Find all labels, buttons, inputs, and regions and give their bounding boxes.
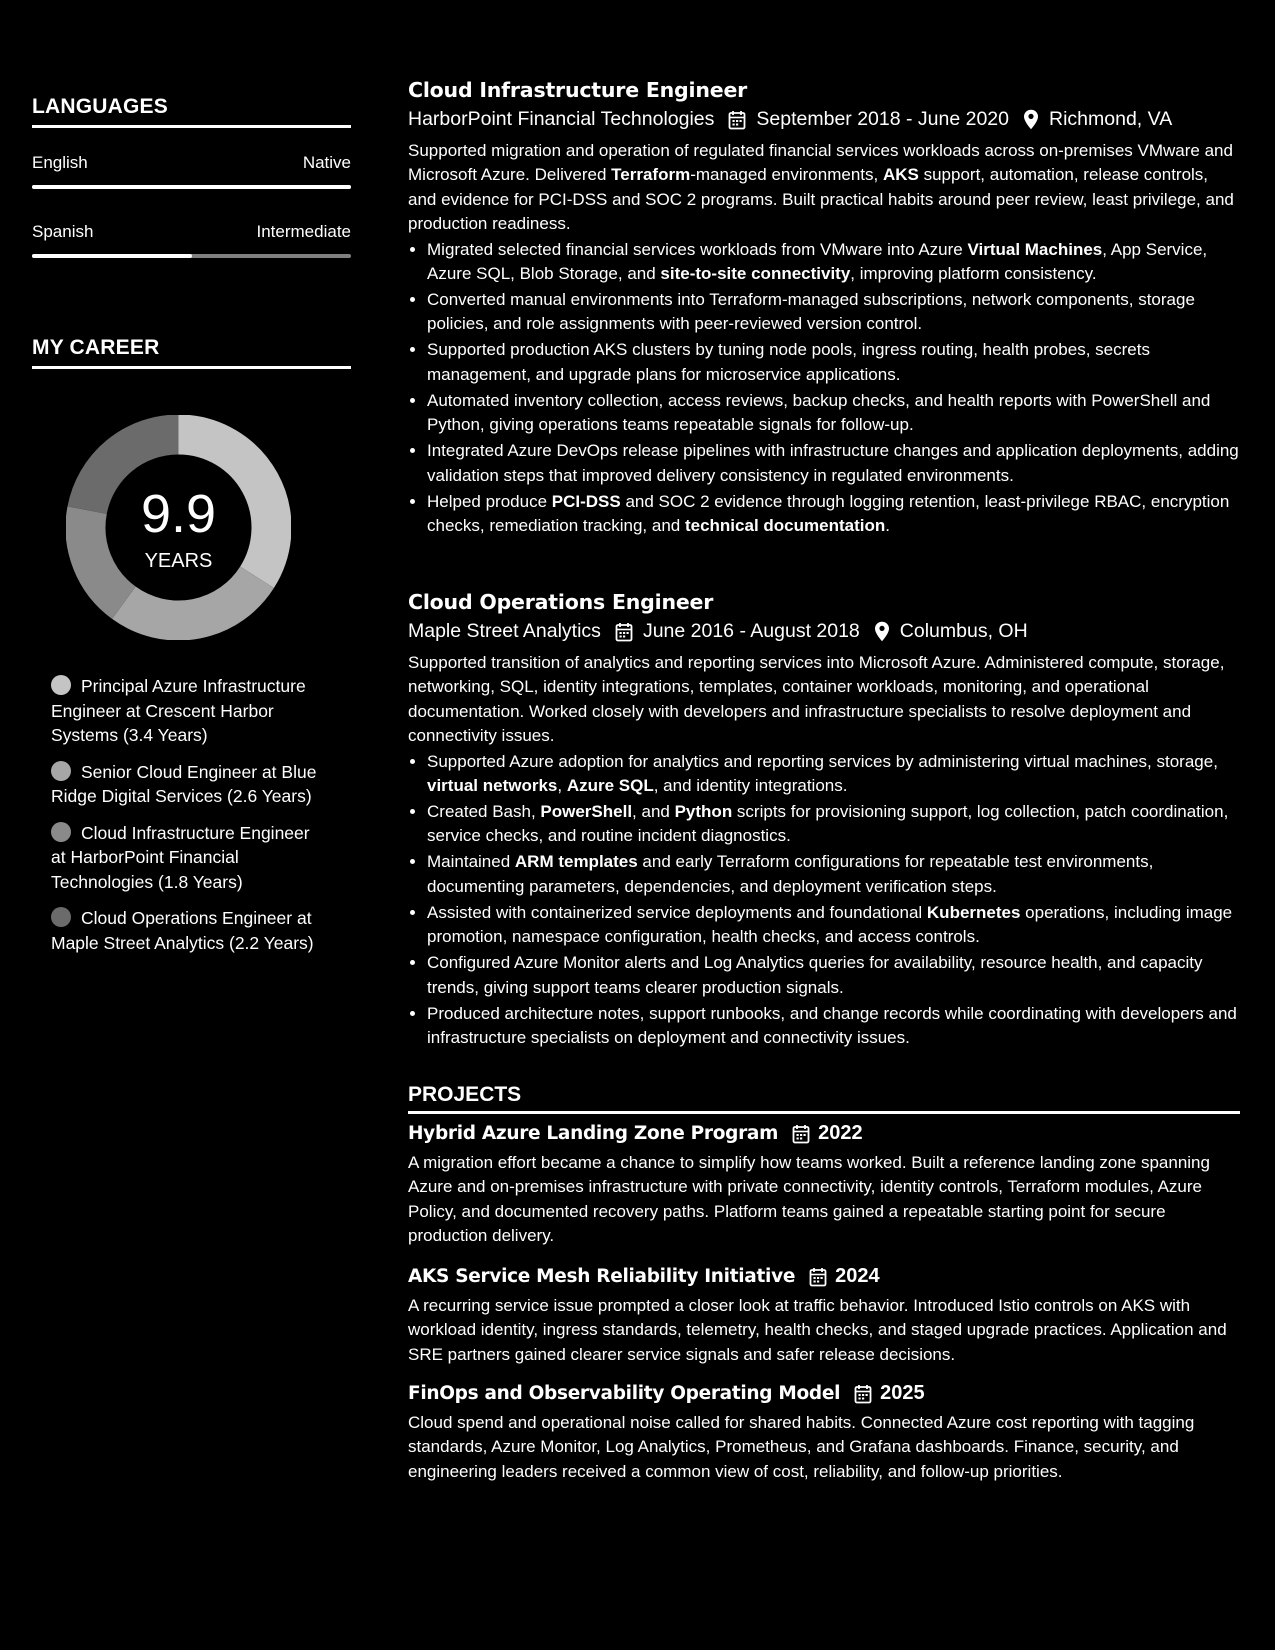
project-title-row	[408, 1122, 1240, 1145]
project-year: 2024	[835, 1265, 880, 1287]
job-dates: June 2016 - August 2018	[642, 620, 860, 642]
language-item	[32, 153, 351, 189]
job-title: Cloud Operations Engineer	[408, 590, 714, 614]
job-meta	[408, 620, 1240, 643]
job-bullet: • Helped produce PCI-DSS and SOC 2 evidence through logging retention, least-privilege RBAC, encryption checks, remediation tracking, and technical documentation.	[427, 490, 1240, 539]
career-item	[51, 821, 319, 895]
language-level: Native	[302, 153, 351, 172]
project-title-row	[408, 1382, 1240, 1405]
calendar-icon	[854, 1384, 872, 1404]
career-list	[51, 674, 319, 967]
career-color-dot	[51, 822, 71, 842]
career-item	[51, 674, 319, 748]
job-location: Columbus, OH	[899, 620, 1028, 642]
job-entry	[408, 78, 1240, 540]
calendar-icon	[809, 1267, 827, 1287]
job-title: Cloud Infrastructure Engineer	[408, 78, 748, 102]
career-color-dot	[51, 907, 71, 927]
language-item	[32, 222, 351, 258]
language-proficiency-fill	[32, 185, 351, 189]
languages-heading: LANGUAGES	[32, 95, 351, 128]
projects-heading: PROJECTS	[408, 1083, 1240, 1114]
project-description: Cloud spend and operational noise called for shared habits. Connected Azure cost reporting with tagging standards, Azure Monitor, Log Analytics, Prometheus, and Grafana dashboards. Finance, security, and engineering leaders received a common view of cost, reliability, and follow-up priorities.	[408, 1413, 1195, 1481]
language-name: English	[32, 153, 88, 172]
project-entry	[408, 1382, 1240, 1484]
job-summary: Supported transition of analytics and reporting services into Microsoft Azure. Administered compute, storage, networking, SQL, identity integrations, templates, container workloads, monitoring, and operational documentation. Worked closely with developers and infrastructure specialists to resolve deployment and connectivity issues.	[408, 653, 1225, 746]
total-years-label: YEARS	[144, 550, 213, 572]
career-heading: MY CAREER	[32, 336, 351, 369]
language-proficiency-bar	[32, 185, 351, 189]
project-year: 2025	[880, 1382, 925, 1404]
project-title: FinOps and Observability Operating Model	[408, 1383, 841, 1404]
job-bullet: • Configured Azure Monitor alerts and Log Analytics queries for availability, resource health, and capacity trends, giving support teams clearer production signals.	[427, 951, 1240, 1000]
job-bullets	[408, 750, 1240, 1051]
job-bullet: • Converted manual environments into Terraform-managed subscriptions, network components, storage policies, and role assignments with peer-reviewed version control.	[427, 288, 1240, 337]
job-bullet: • Assisted with containerized service deployments and foundational Kubernetes operations, including image promotion, namespace configuration, health checks, and access controls.	[427, 901, 1240, 950]
career-item	[51, 760, 319, 809]
language-proficiency-fill	[32, 254, 192, 258]
project-entry	[408, 1122, 1240, 1249]
career-item-text: Cloud Infrastructure Engineer at HarborPoint Financial Technologies (1.8 Years)	[51, 822, 310, 892]
map-pin-icon	[1023, 109, 1039, 130]
total-years-value: 9.9	[140, 484, 217, 544]
job-bullet: • Maintained ARM templates and early Terraform configurations for repeatable test environments, documenting parameters, dependencies, and deployment verification steps.	[427, 850, 1240, 899]
project-year: 2022	[818, 1122, 863, 1144]
job-bullet: • Integrated Azure DevOps release pipelines with infrastructure changes and application deployments, adding validation steps that improved delivery consistency in regulated environments.	[427, 439, 1240, 488]
project-title-row	[408, 1265, 1240, 1288]
project-title: AKS Service Mesh Reliability Initiative	[408, 1266, 796, 1287]
career-item-text: Cloud Operations Engineer at Maple Street Analytics (2.2 Years)	[51, 908, 314, 953]
project-description: A recurring service issue prompted a closer look at traffic behavior. Introduced Istio controls on AKS with workload identity, ingress standards, telemetry, health checks, and staged upgrade practices. Application and SRE partners gained clearer service signals and safer release decisions.	[408, 1296, 1227, 1364]
job-bullet: • Supported Azure adoption for analytics and reporting services by administering virtual machines, storage, virtual networks, Azure SQL, and identity integrations.	[427, 750, 1240, 799]
project-entry	[408, 1265, 1240, 1367]
map-pin-icon	[874, 621, 890, 642]
job-entry	[408, 590, 1240, 1052]
job-summary: Supported migration and operation of regulated financial services workloads across on-premises VMware and Microsoft Azure. Delivered Terraform-managed environments, AKS support, automation, release controls, and evidence for PCI-DSS and SOC 2 programs. Built practical habits around peer review, least privilege, and production readiness.	[408, 141, 1234, 234]
career-donut-chart	[66, 415, 291, 640]
career-item-text: Principal Azure Infrastructure Engineer at Crescent Harbor Systems (3.4 Years)	[51, 676, 306, 745]
job-bullets	[408, 238, 1240, 539]
language-level: Intermediate	[256, 222, 351, 241]
job-location: Richmond, VA	[1049, 108, 1173, 130]
career-color-dot	[51, 675, 71, 695]
project-description: A migration effort became a chance to simplify how teams worked. Built a reference landing zone spanning Azure and on-premises infrastructure with private connectivity, identity controls, Terraform modules, Azure Policy, and documented recovery paths. Platform teams gained a repeatable starting point for secure production delivery.	[408, 1153, 1210, 1246]
job-bullet: • Automated inventory collection, access reviews, backup checks, and health reports with PowerShell and Python, giving operations teams repeatable signals for follow-up.	[427, 389, 1240, 438]
job-bullet: • Supported production AKS clusters by tuning node pools, ingress routing, health probes, secrets management, and upgrade plans for microservice applications.	[427, 338, 1240, 387]
job-meta	[408, 108, 1240, 131]
project-title: Hybrid Azure Landing Zone Program	[408, 1123, 779, 1144]
language-name: Spanish	[32, 222, 94, 241]
company-name: Maple Street Analytics	[408, 620, 601, 642]
job-bullet: • Produced architecture notes, support runbooks, and change records while coordinating with developers and infrastructure specialists on deployment and connectivity issues.	[427, 1002, 1240, 1051]
language-proficiency-bar	[32, 254, 351, 258]
job-bullet: • Migrated selected financial services workloads from VMware into Azure Virtual Machines, App Service, Azure SQL, Blob Storage, and site-to-site connectivity, improving platform consistency.	[427, 238, 1240, 287]
company-name: HarborPoint Financial Technologies	[408, 108, 715, 130]
career-item-text: Senior Cloud Engineer at Blue Ridge Digital Services (2.6 Years)	[51, 761, 317, 806]
calendar-icon	[615, 622, 633, 642]
career-color-dot	[51, 761, 71, 781]
job-bullet: • Created Bash, PowerShell, and Python scripts for provisioning support, log collection, patch coordination, service checks, and routine incident diagnostics.	[427, 800, 1240, 849]
career-item	[51, 906, 319, 955]
calendar-icon	[728, 110, 746, 130]
job-dates: September 2018 - June 2020	[756, 108, 1010, 130]
calendar-icon	[792, 1124, 810, 1144]
